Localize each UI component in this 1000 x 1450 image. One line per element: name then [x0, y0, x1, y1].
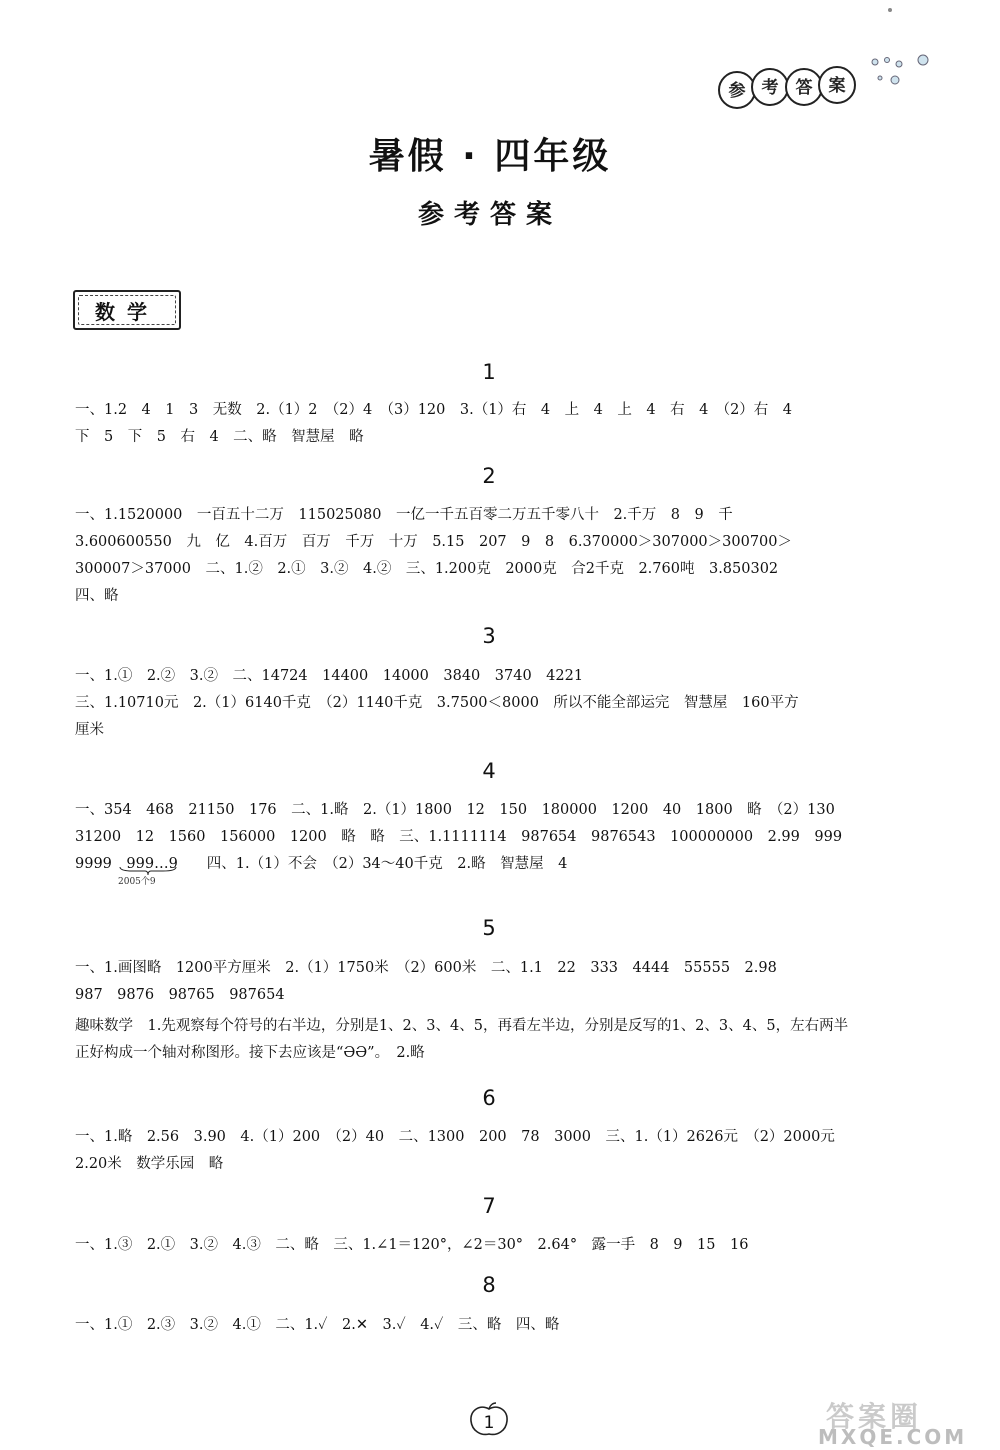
- answer-line: 趣味数学 1.先观察每个符号的右半边，分别是1、2、3、4、5，再看左半边，分别是反写的1、2、3、4、5，左右两半: [75, 1018, 849, 1034]
- answer-line: 3.600600550 九 亿 4.百万 百万 千万 十万 5.15 207 9 8 6.370000＞307000＞300700＞: [75, 534, 792, 550]
- answer-line: 31200 12 1560 156000 1200 略 略 三、1.1111114 987654 9876543 100000000 2.99 999: [75, 829, 843, 845]
- answer-line: 一、1.略 2.56 3.90 4.（1）200 （2）40 二、1300 200 78 3000 三、1.（1）2626元 （2）2000元: [75, 1129, 835, 1145]
- answer-line: 一、1.③ 2.① 3.② 4.③ 二、略 三、1.∠1＝120°，∠2＝30° 2.64° 露一手 8 9 15 16: [75, 1237, 749, 1253]
- answer-line: 下 5 下 5 右 4 二、略 智慧屋 略: [75, 429, 364, 445]
- answer-line: 300007＞37000 二、1.② 2.① 3.② 4.② 三、1.200克 2000克 合2千克 2.760吨 3.850302: [75, 561, 779, 577]
- answer-block: [75, 1232, 920, 1259]
- answer-line: 三、1.10710元 2.（1）6140千克 （2）1140千克 3.7500＜8000 所以不能全部运完 智慧屋 160平方: [75, 695, 799, 711]
- badge-char-3: 答: [795, 78, 813, 98]
- section-number: 2: [482, 464, 496, 488]
- answer-line: 987 9876 98765 987654: [75, 987, 285, 1003]
- answer-block: [75, 663, 920, 744]
- answer-block: [75, 502, 920, 610]
- subject-text: 数学: [95, 299, 159, 324]
- section-number: 6: [482, 1086, 496, 1110]
- answer-line: 9999 999…9 四、1.（1）不会 （2）34～40千克 2.略 智慧屋 4: [75, 856, 568, 872]
- answer-badge-icon: [715, 62, 865, 112]
- answer-line: 四、略: [75, 588, 119, 604]
- badge-char-2: 考: [761, 78, 779, 98]
- brace-note: 2005个9: [118, 877, 156, 887]
- badge-char-1: 参: [728, 81, 746, 101]
- answer-line: 厘米: [75, 722, 104, 738]
- answer-block: [75, 1124, 920, 1178]
- answer-block: [75, 397, 920, 451]
- answer-block: [75, 797, 920, 878]
- section-number: 4: [482, 759, 496, 783]
- answer-line: 一、1.1520000 一百五十二万 115025080 一亿一千五百零二万五千零八十 2.千万 8 9 千: [75, 507, 733, 523]
- answer-line: 2.20米 数学乐园 略: [75, 1156, 224, 1172]
- bubbles-icon: [865, 52, 945, 102]
- answer-line: 一、1.2 4 1 3 无数 2.（1）2 （2）4 （3）120 3.（1）右 4 上 4 上 4 右 4 （2）右 4: [75, 402, 793, 418]
- answer-line: 一、1.画图略 1200平方厘米 2.（1）1750米 （2）600米 二、1.1 22 333 4444 55555 2.98: [75, 960, 777, 976]
- section-number: 8: [482, 1273, 496, 1297]
- page-number: [466, 1402, 512, 1438]
- watermark-logo-text: 答案圈: [826, 1400, 923, 1433]
- watermark: [808, 1395, 993, 1447]
- answer-line: 正好构成一个轴对称图形。接下去应该是“ƏƏ”。 2.略: [75, 1045, 425, 1061]
- subject-label: [73, 290, 181, 330]
- section-number: 5: [482, 916, 496, 940]
- answer-line: 一、1.① 2.② 3.② 二、14724 14400 14000 3840 3740 4221: [75, 668, 584, 684]
- watermark-url: MXQE.COM: [818, 1425, 968, 1449]
- answer-block: [75, 1312, 920, 1339]
- section-number: 3: [482, 624, 496, 648]
- answer-line: 一、354 468 21150 176 二、1.略 2.（1）1800 12 150 180000 1200 40 1800 略 （2）130: [75, 802, 835, 818]
- apple-icon: [466, 1402, 512, 1438]
- section-number: 7: [482, 1194, 496, 1218]
- badge-char-4: 案: [828, 76, 846, 96]
- page-subtitle: 参考答案: [417, 200, 562, 230]
- section-number: 1: [482, 360, 496, 384]
- decorative-dot: [888, 8, 892, 12]
- answer-line: 一、1.① 2.③ 3.② 4.① 二、1.✓ 2.✕ 3.✓ 4.✓ 三、略 四、略: [75, 1317, 560, 1333]
- page-title: 暑假 · 四年级: [368, 136, 612, 177]
- answer-block: [75, 955, 920, 1067]
- svg-text:1: 1: [483, 1413, 495, 1433]
